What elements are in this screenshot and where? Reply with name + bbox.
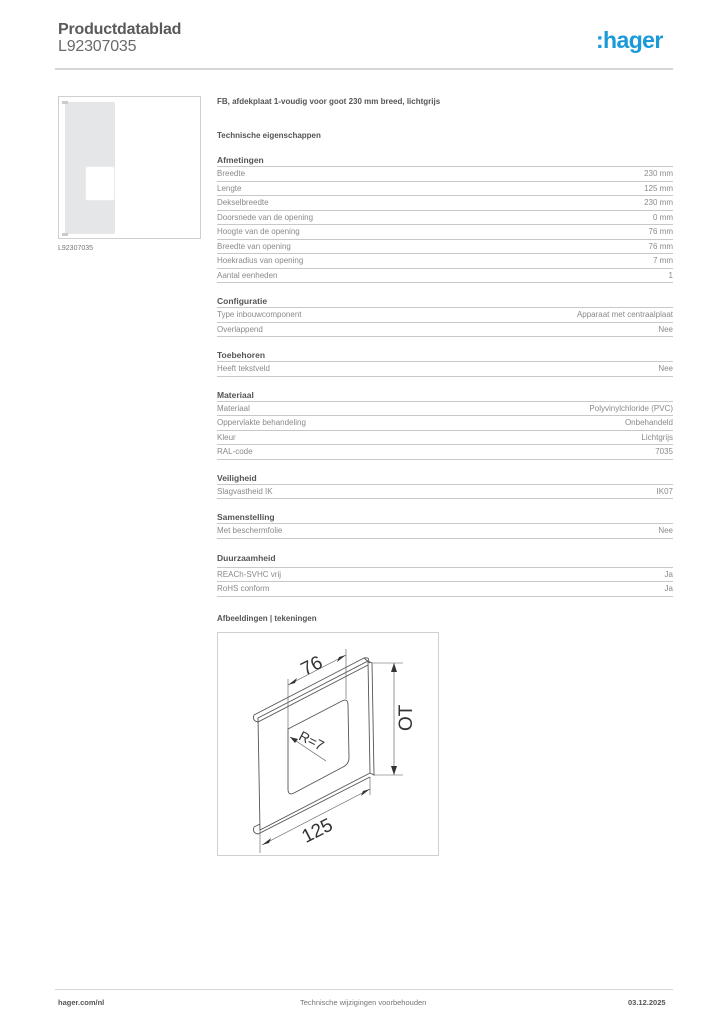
spec-value: 7 mm	[653, 256, 673, 265]
spec-row	[217, 308, 673, 323]
spec-row	[217, 323, 673, 338]
spec-row	[217, 196, 673, 211]
section-toebehoren	[217, 349, 673, 377]
spec-row	[217, 362, 673, 377]
section-title: Afmetingen	[217, 154, 673, 167]
footer-disclaimer: Technische wijzigingen voorbehouden	[300, 998, 427, 1007]
section-title: Samenstelling	[217, 511, 673, 524]
spec-label: Breedte	[217, 169, 246, 178]
plate-lip-bottom	[62, 233, 68, 236]
spec-row	[217, 582, 673, 597]
product-code: L92307035	[58, 38, 137, 55]
spec-row	[217, 568, 673, 583]
spec-label: Hoekradius van opening	[217, 256, 304, 265]
dim-height-label: OT	[396, 704, 417, 731]
spec-value: Ja	[664, 569, 673, 579]
spec-value: 76 mm	[648, 227, 673, 236]
section-duurzaamheid	[217, 551, 673, 597]
spec-value: Onbehandeld	[624, 418, 673, 427]
dim-width-label: 76	[297, 652, 327, 681]
spec-value: 125 mm	[644, 183, 673, 193]
section-title: Veiligheid	[217, 472, 673, 485]
spec-row	[217, 211, 673, 226]
plate-opening	[85, 166, 115, 201]
section-afmetingen	[217, 154, 673, 283]
section-samenstelling	[217, 511, 673, 539]
product-image	[58, 96, 201, 239]
spec-row	[217, 240, 673, 255]
spec-row	[217, 167, 673, 182]
spec-label: Oppervlakte behandeling	[217, 418, 306, 427]
section-title: Configuratie	[217, 295, 673, 308]
spec-row	[217, 254, 673, 269]
page-title: Productdatablad	[58, 21, 182, 38]
spec-value: Polyvinylchloride (PVC)	[589, 403, 673, 413]
product-image-caption: L92307035	[58, 245, 94, 252]
spec-value: 230 mm	[644, 169, 673, 178]
spec-row	[217, 182, 673, 197]
spec-value: 0 mm	[653, 212, 673, 222]
spec-row	[217, 225, 673, 240]
spec-label: Dekselbreedte	[217, 198, 269, 207]
drawings-title: Afbeeldingen | tekeningen	[217, 614, 317, 623]
footer-website-link[interactable]: hager.com/nl	[58, 998, 105, 1007]
spec-label: Met beschermfolie	[217, 526, 283, 535]
section-title: Duurzaamheid	[217, 551, 673, 568]
spec-label: Kleur	[217, 432, 236, 442]
spec-value: Nee	[658, 324, 673, 334]
section-title: Toebehoren	[217, 349, 673, 362]
spec-label: Materiaal	[217, 403, 250, 413]
spec-row	[217, 485, 673, 500]
spec-label: Type inbouwcomponent	[217, 310, 302, 319]
spec-label: Hoogte van de opening	[217, 227, 300, 236]
spec-value: Nee	[658, 364, 673, 373]
cover-plate-drawing-icon	[218, 633, 440, 857]
dim-radius-label: R=7	[296, 727, 327, 754]
cover-plate-illustration	[65, 102, 115, 234]
plate-lip-top	[62, 101, 68, 104]
spec-label: RoHS conform	[217, 584, 270, 593]
spec-row	[217, 416, 673, 431]
spec-label: RAL-code	[217, 447, 253, 456]
spec-value: Lichtgrijs	[641, 432, 673, 442]
section-title: Materiaal	[217, 389, 673, 402]
spec-row	[217, 445, 673, 460]
footer-divider	[55, 989, 673, 990]
spec-label: Overlappend	[217, 324, 263, 334]
section-veiligheid	[217, 472, 673, 500]
spec-row	[217, 524, 673, 539]
product-description: FB, afdekplaat 1-voudig voor goot 230 mm breed, lichtgrijs	[217, 97, 441, 106]
hager-logo[interactable]: :hager	[596, 27, 663, 53]
technical-drawing	[217, 632, 439, 856]
spec-content	[217, 96, 673, 597]
spec-label: Breedte van opening	[217, 241, 291, 251]
spec-value: 230 mm	[644, 198, 673, 207]
spec-label: Heeft tekstveld	[217, 364, 270, 373]
spec-label: Aantal eenheden	[217, 270, 278, 280]
spec-label: Lengte	[217, 183, 242, 193]
spec-row	[217, 431, 673, 446]
spec-value: 7035	[655, 447, 673, 456]
spec-value: Apparaat met centraalplaat	[576, 310, 673, 319]
spec-row	[217, 402, 673, 417]
spec-label: Doorsnede van de opening	[217, 212, 314, 222]
spec-label: Slagvastheid IK	[217, 486, 273, 496]
footer-date: 03.12.2025	[628, 998, 666, 1007]
tech-properties-title: Technische eigenschappen	[217, 131, 321, 140]
spec-label: REACh-SVHC vrij	[217, 569, 282, 579]
spec-value: IK07	[656, 486, 673, 496]
spec-value: Ja	[664, 584, 673, 593]
dim-length-label: 125	[298, 814, 337, 848]
section-materiaal	[217, 389, 673, 460]
spec-row	[217, 269, 673, 284]
header-divider	[55, 68, 673, 70]
spec-value: Nee	[658, 526, 673, 535]
section-configuratie	[217, 295, 673, 337]
spec-value: 1	[668, 270, 673, 280]
spec-value: 76 mm	[648, 241, 673, 251]
